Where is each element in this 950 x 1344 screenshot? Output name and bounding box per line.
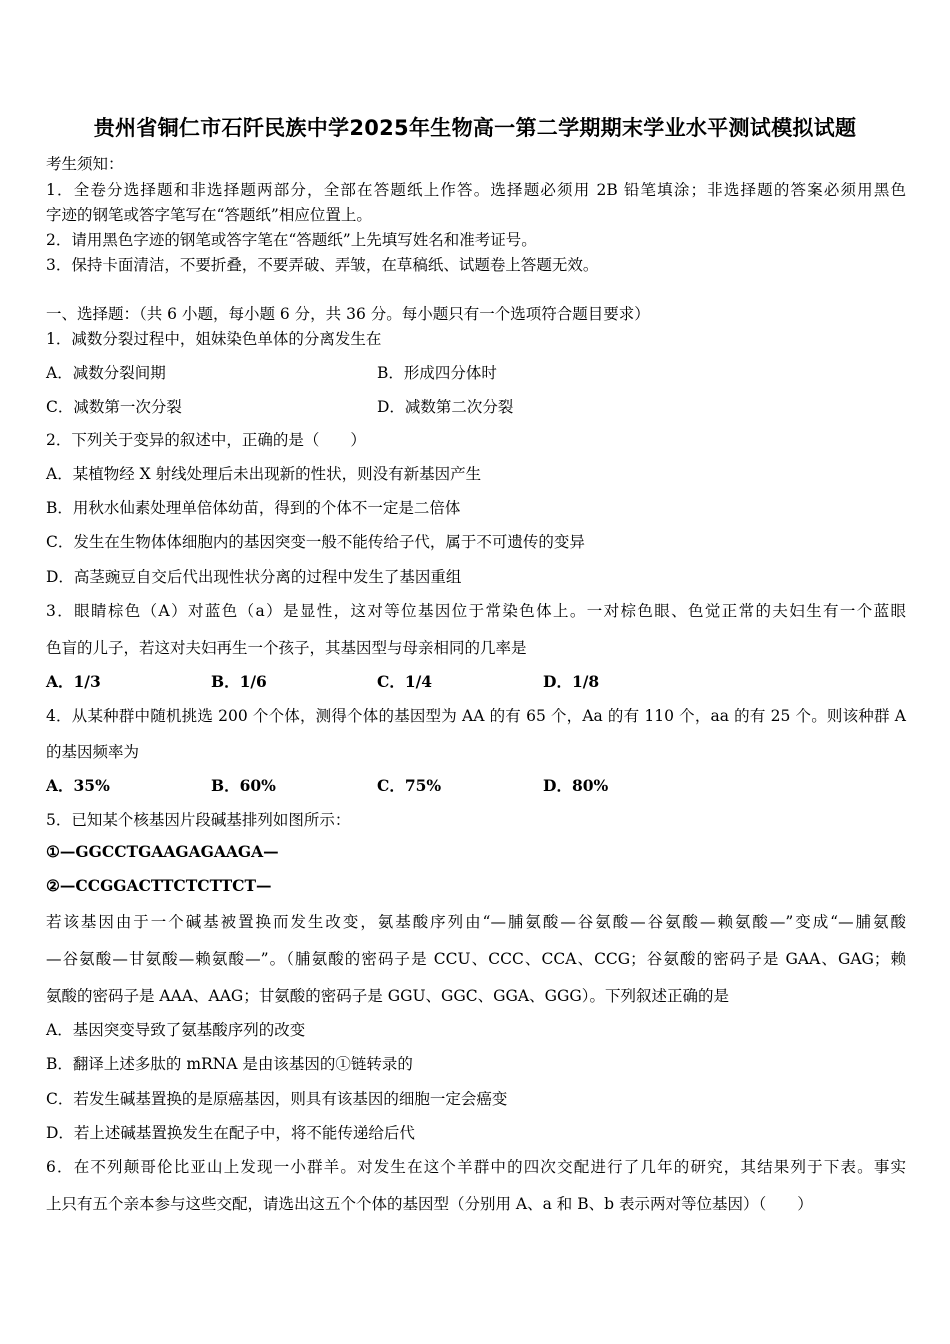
q3-option-d: D．1/8	[543, 672, 600, 691]
q1-option-a: A．减数分裂间期	[46, 364, 166, 382]
q5-text-line-2: —谷氨酸—甘氨酸—赖氨酸—”。（脯氨酸的密码子是 CCU、CCC、CCA、CCG；谷氨酸的密码子是 GAA、GAG；赖	[46, 950, 906, 968]
q1-option-b: B．形成四分体时	[377, 364, 497, 382]
q6-stem-line-1: 6．在不列颠哥伦比亚山上发现一小群羊。对发生在这个羊群中的四次交配进行了几年的研究，其结果列于下表。事实	[46, 1158, 906, 1176]
q2-option-a: A．某植物经 X 射线处理后未出现新的性状，则没有新基因产生	[46, 465, 482, 483]
q4-option-d: D．80%	[543, 776, 609, 795]
q3-option-b: B．1/6	[211, 672, 267, 691]
notice-item-2: 2．请用黑色字迹的钢笔或答字笔在“答题纸”上先填写姓名和准考证号。	[46, 231, 537, 249]
q6-stem-line-2: 上只有五个亲本参与这些交配，请选出这五个个体的基因型（分别用 A、a 和 B、b 表示两对等位基因）（ ）	[46, 1195, 813, 1213]
notice-heading: 考生须知：	[46, 155, 124, 173]
q2-option-d: D．高茎豌豆自交后代出现性状分离的过程中发生了基因重组	[46, 568, 462, 586]
q3-option-c: C．1/4	[377, 672, 433, 691]
q3-stem-line-1: 3．眼睛棕色（A）对蓝色（a）是显性，这对等位基因位于常染色体上。一对棕色眼、色觉正常的夫妇生有一个蓝眼	[46, 602, 906, 620]
q5-option-c: C．若发生碱基置换的是原癌基因，则具有该基因的细胞一定会癌变	[46, 1090, 508, 1108]
q5-option-b: B．翻译上述多肽的 mRNA 是由该基因的①链转录的	[46, 1055, 413, 1073]
q4-option-a: A．35%	[46, 776, 110, 795]
q4-option-c: C．75%	[377, 776, 442, 795]
notice-item-3: 3．保持卡面清洁，不要折叠，不要弄破、弄皱，在草稿纸、试题卷上答题无效。	[46, 256, 599, 274]
q1-option-c: C．减数第一次分裂	[46, 398, 182, 416]
q5-option-a: A．基因突变导致了氨基酸序列的改变	[46, 1021, 306, 1039]
q5-text-line-1: 若该基因由于一个碱基被置换而发生改变，氨基酸序列由“—脯氨酸—谷氨酸—谷氨酸—赖氨酸—”变成“—脯氨酸	[46, 913, 906, 931]
q5-strand-1: ①—GGCCTGAAGAGAAGA—	[46, 842, 279, 861]
q2-option-b: B．用秋水仙素处理单倍体幼苗，得到的个体不一定是二倍体	[46, 499, 461, 517]
q1-stem: 1．减数分裂过程中，姐妹染色单体的分离发生在	[46, 330, 382, 348]
q2-option-c: C．发生在生物体体细胞内的基因突变一般不能传给子代，属于不可遗传的变异	[46, 533, 585, 551]
q5-option-d: D．若上述碱基置换发生在配子中，将不能传递给后代	[46, 1124, 415, 1142]
notice-item-1-line-2: 字迹的钢笔或答字笔写在“答题纸”相应位置上。	[46, 206, 372, 224]
q1-option-d: D．减数第二次分裂	[377, 398, 514, 416]
q4-stem-line-2: 的基因频率为	[46, 743, 140, 761]
q4-stem-line-1: 4．从某种群中随机挑选 200 个个体，测得个体的基因型为 AA 的有 65 个，Aa 的有 110 个，aa 的有 25 个。则该种群 A	[46, 707, 906, 725]
section-heading: 一、选择题：（共 6 小题，每小题 6 分，共 36 分。每小题只有一个选项符合题目要求）	[46, 305, 650, 323]
q3-stem-line-2: 色盲的儿子，若这对夫妇再生一个孩子，其基因型与母亲相同的几率是	[46, 639, 527, 657]
q5-text-line-3: 氨酸的密码子是 AAA、AAG；甘氨酸的密码子是 GGU、GGC、GGA、GGG）。下列叙述正确的是	[46, 987, 730, 1005]
q3-option-a: A．1/3	[46, 672, 101, 691]
q5-stem: 5．已知某个核基因片段碱基排列如图所示：	[46, 811, 351, 829]
q5-strand-2: ②—CCGGACTTCTCTTCT—	[46, 876, 272, 895]
q2-stem: 2．下列关于变异的叙述中，正确的是（ ）	[46, 431, 366, 449]
q4-option-b: B．60%	[211, 776, 276, 795]
page-title: 贵州省铜仁市石阡民族中学2025年生物高一第二学期期末学业水平测试模拟试题	[93, 116, 857, 140]
notice-item-1-line-1: 1．全卷分选择题和非选择题两部分，全部在答题纸上作答。选择题必须用 2B 铅笔填涂；非选择题的答案必须用黑色	[46, 181, 906, 199]
